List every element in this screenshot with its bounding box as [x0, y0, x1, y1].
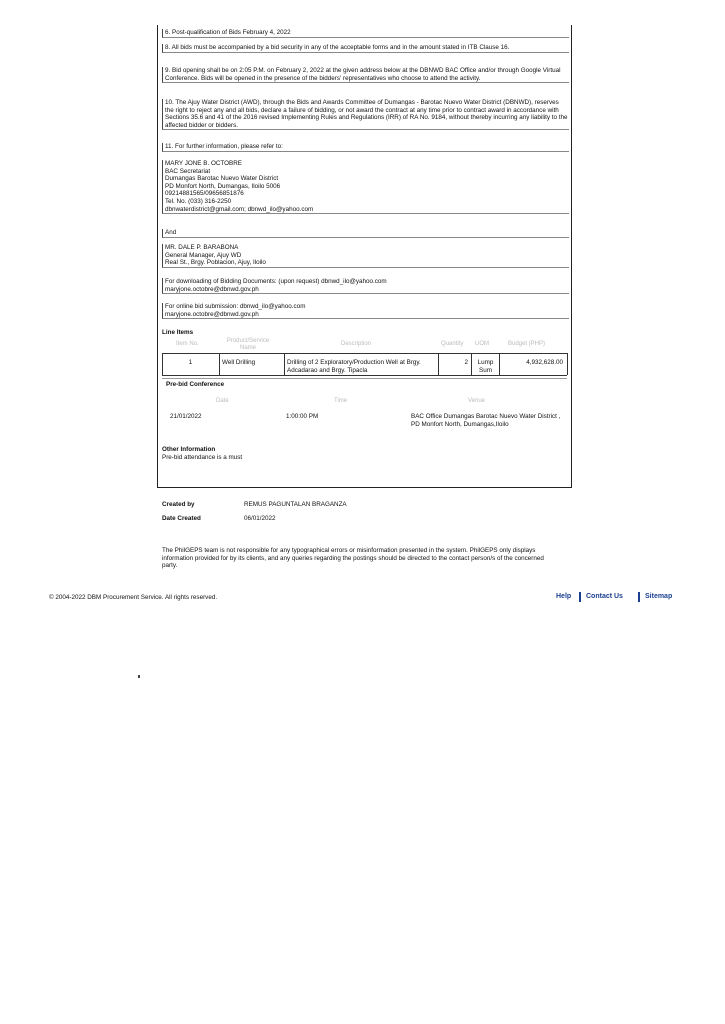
header-budget: Budget (PHP)	[508, 341, 546, 347]
prebid-date: 21/01/2022	[170, 413, 202, 420]
scan-speck	[138, 675, 140, 678]
created-by-label: Created by	[162, 501, 195, 508]
clause-10: 10. The Ajuy Water District (AWD), through the Bids and Awards Committee of Dumangas - Barotac Nuevo Water District (DBNWD), reserves the right to reject any and all bids, declare a failure of bidding, or not award the contract at any time prior to contract award in accordance with Sections 35.6 and 41 of the 2016 revised Implementing Rules and Regulations (IRR) of RA No. 9184, without thereby incurring any liability to the affected bidder or bidders.	[162, 99, 569, 130]
header-date: Date	[216, 398, 229, 404]
contact-name: MR. DALE P. BARABONA	[165, 244, 239, 251]
header-product: Product/Service Name	[226, 338, 270, 351]
item-budget: 4,932,628.00	[526, 359, 563, 366]
contact-org: Dumangas Barotac Nuevo Water District	[165, 175, 279, 183]
prebid-time: 1:00:00 PM	[286, 413, 319, 420]
link-separator	[638, 592, 640, 602]
contact-address: PD Monfort North, Dumangas, Iloilo 5006	[165, 182, 281, 190]
item-uom: Lump Sum	[477, 359, 494, 374]
item-quantity: 2	[464, 359, 468, 366]
contact-role: BAC Secretariat	[165, 167, 211, 175]
created-by-value: REMUS PAGUNTALAN BRAGANZA	[244, 501, 347, 508]
contact-mobile: 09214881565/09656851876	[165, 190, 244, 198]
prebid-title: Pre-bid Conference	[166, 381, 225, 388]
and-label: And	[162, 229, 569, 238]
online-line: For online bid submission: dbnwd_ilo@yahoo.com	[165, 303, 306, 310]
header-time: Time	[334, 398, 348, 404]
clause-11: 11. For further information, please refer to:	[162, 143, 569, 152]
online-email[interactable]: maryjone.octobre@dbnwd.gov.ph	[165, 310, 259, 318]
notice-frame	[157, 25, 572, 488]
contact-role: General Manager, Ajuy WD	[165, 251, 242, 259]
other-info-text: Pre-bid attendance is a must	[162, 454, 243, 461]
help-link[interactable]: Help	[556, 593, 572, 600]
disclaimer: The PhilGEPS team is not responsible for any typographical errors or misinformation presented in the system. PhilGEPS only displays information provided for by its clients, and any queries regarding the postings should be directed to the contact person/s of the concerned party.	[162, 547, 544, 570]
contact-us-link[interactable]: Contact Us	[586, 593, 623, 600]
item-description: Drilling of 2 Exploratory/Production Well at Brgy. Adcadarao and Brgy. Tipacla	[287, 359, 421, 374]
contact-address: Real St., Brgy. Poblacion, Ajuy, Iloilo	[165, 259, 266, 267]
line-items-title: Line Items	[162, 329, 194, 336]
contact-block-1	[162, 160, 569, 214]
link-separator	[579, 592, 581, 602]
clause-9: 9. Bid opening shall be on 2:05 P.M. on February 2, 2022 at the given address below at the DBNWD BAC Office and/or through Google Virtual Conference. Bids will be opened in the presence of the bidders' representatives who choose to attend the activity.	[162, 67, 569, 83]
clause-6: 6. Post-qualification of Bids February 4, 2022	[162, 29, 569, 38]
other-info-title: Other Information	[162, 446, 216, 453]
sitemap-link[interactable]: Sitemap	[645, 593, 673, 600]
header-description: Description	[341, 341, 372, 347]
header-item-no: Item No.	[176, 341, 199, 347]
header-venue: Venue	[468, 398, 486, 404]
contact-tel: Tel. No. (033) 316-2250	[165, 197, 232, 205]
date-created-label: Date Created	[162, 515, 201, 522]
downloading-info	[162, 278, 569, 294]
contact-email[interactable]: dbnwaterdistrict@gmail.com; dbnwd_ilo@yahoo.com	[165, 205, 314, 213]
prebid-venue: BAC Office Dumangas Barotac Nuevo Water District , PD Monfort North, Dumangas,Iloilo	[411, 413, 561, 428]
item-no: 1	[188, 359, 193, 366]
contact-block-2	[162, 244, 569, 268]
footer-copyright: © 2004-2022 DBM Procurement Service. All rights reserved.	[49, 594, 218, 601]
date-created-value: 06/01/2022	[244, 515, 276, 522]
downloading-email[interactable]: maryjone.octobre@dbnwd.gov.ph	[165, 285, 259, 293]
header-quantity: Quantity	[441, 341, 464, 347]
clause-8: 8. All bids must be accompanied by a bid security in any of the acceptable forms and in the amount stated in ITB Clause 16.	[162, 44, 569, 53]
product-name: Well Drilling	[222, 359, 256, 366]
online-submission-info	[162, 303, 569, 319]
contact-name: MARY JONE B. OCTOBRE	[165, 160, 242, 167]
header-uom: UOM	[475, 341, 489, 347]
downloading-line: For downloading of Bidding Documents: (upon request) dbnwd_ilo@yahoo.com	[165, 278, 387, 285]
